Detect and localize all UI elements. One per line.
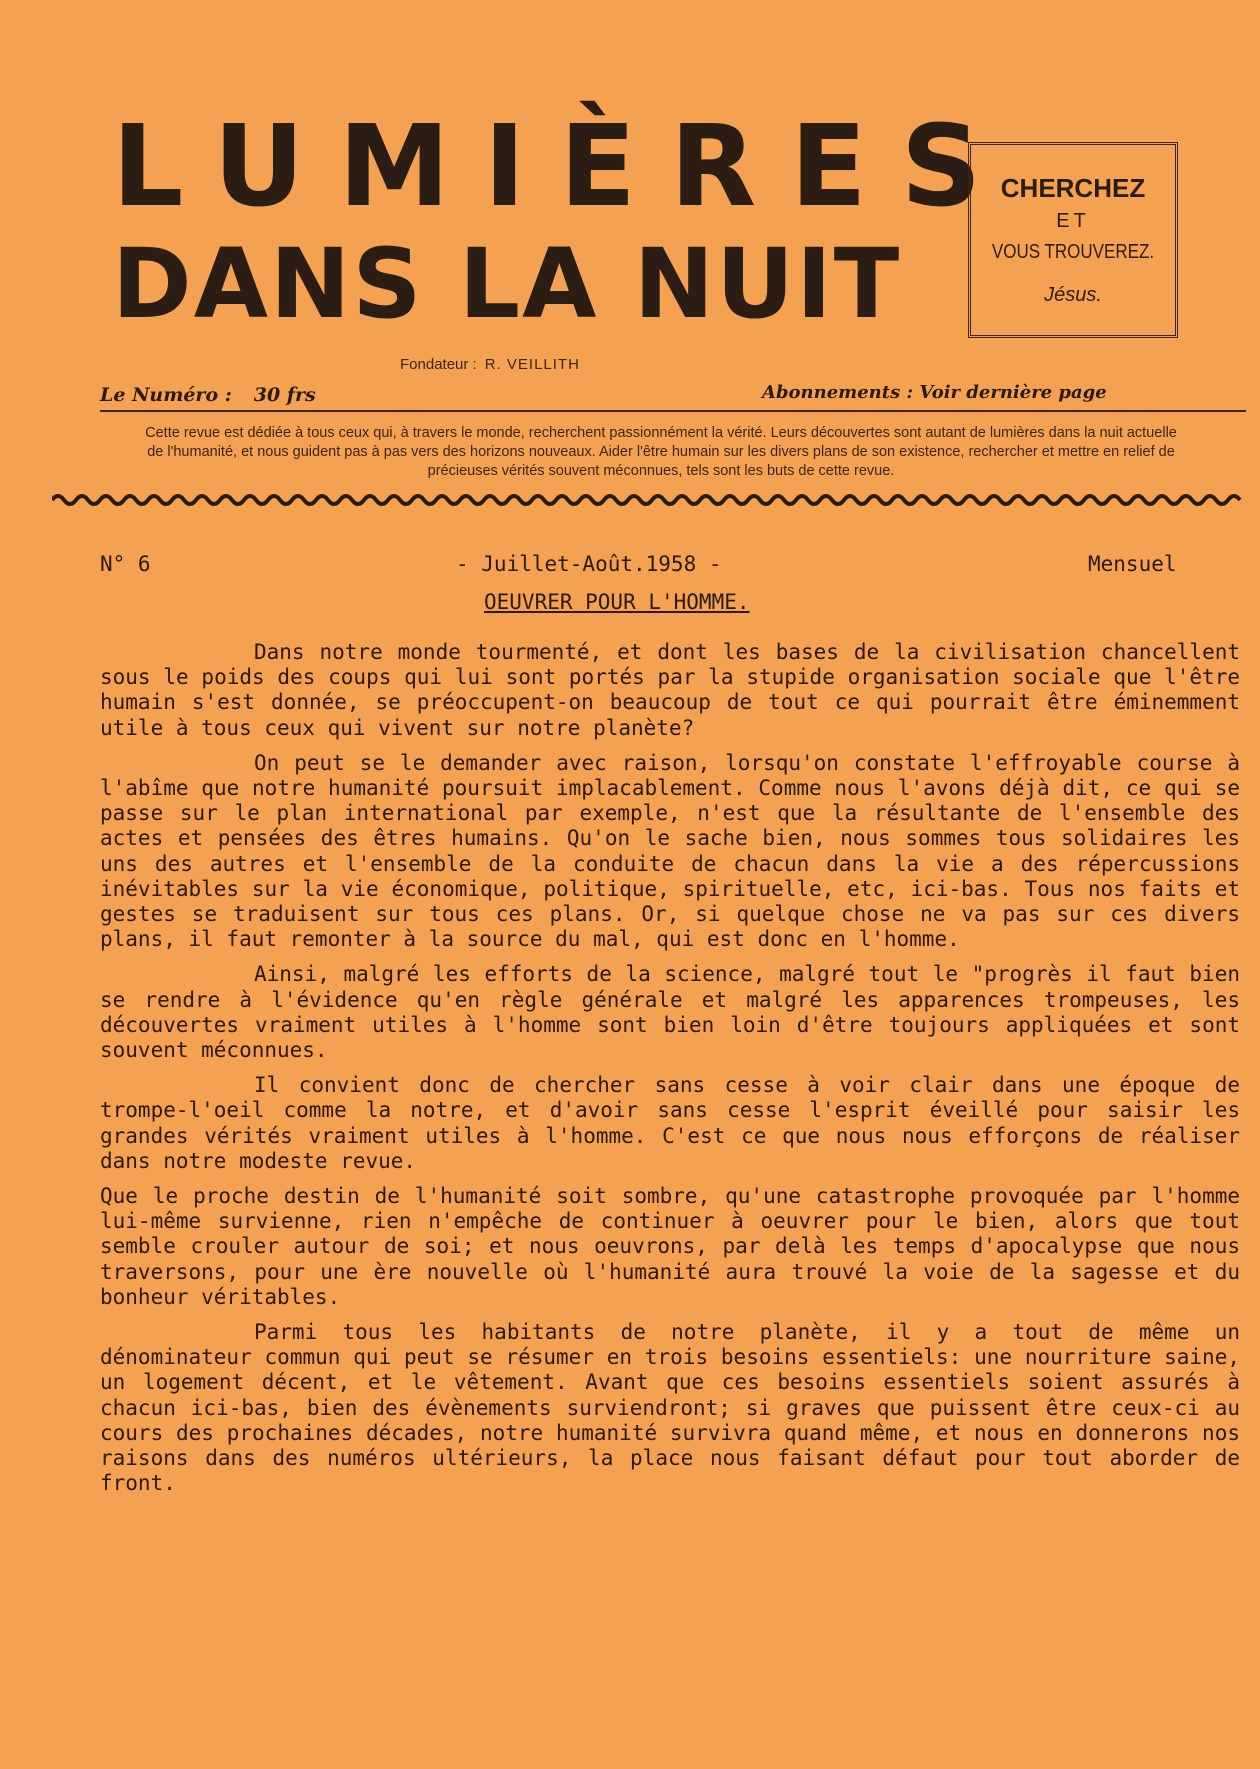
issue-price-value: 30 frs: [253, 384, 316, 406]
founder-line: [400, 356, 580, 373]
paragraph: Parmi tous les habitants de notre planète, il y a tout de même un dénominateur commun qui peut se résumer en trois besoins essentiels: une nourriture saine, un logement décent, et le vêtement. Avant que ces besoins essentiels soient assurés à chacun ici-bas, bien des évènements surviendront; si graves que puissent être ceux-ci au cours des prochaines décades, notre humanité survivra quand même, et nous en donnerons nos raisons dans des numéros ultérieurs, la place nous faisant défaut pour tout aborder de front.: [100, 1320, 1240, 1496]
issue-price: [100, 384, 316, 406]
motto-attribution: Jésus.: [1044, 284, 1102, 306]
issue-price-label: Le Numéro :: [100, 384, 232, 406]
issue-number: N° 6: [100, 552, 151, 576]
paragraph: Dans notre monde tourmenté, et dont les bases de la civilisation chancellent sous le poids des coups qui lui sont portés par la stupide organisation sociale que l'être humain s'est donnée, se préoccupent-on beaucoup de tout ce qui pourrait être éminemment utile à tous ceux qui vivent sur notre planète?: [100, 640, 1240, 740]
masthead-title-line2: DANS LA NUIT: [112, 228, 902, 340]
paragraph: Ainsi, malgré les efforts de la science, malgré tout le "progrès il faut bien se rendre à l'évidence qu'en règle générale et malgré les apparences trompeuses, les découvertes vraiment utiles à l'homme sont bien loin d'être toujours appliquées et sont souvent méconnues.: [100, 962, 1240, 1063]
masthead-title-line1: LUMIÈRES: [112, 102, 1016, 232]
motto-line3: VOUS TROUVEREZ.: [991, 241, 1155, 263]
ornamental-divider: [52, 492, 1246, 508]
motto-line1: CHERCHEZ: [1000, 173, 1146, 203]
article-body: [100, 640, 1240, 1507]
paragraph: Que le proche destin de l'humanité soit sombre, qu'une catastrophe provoquée par l'homme lui-même survienne, rien n'empêche de continuer à oeuvrer pour le bien, alors que tout semble crouler autour de soi; et nous oeuvrons, par delà les temps d'apocalypse que nous traversons, pour une ère nouvelle où l'humanité aura trouvé la voie de la sagesse et du bonheur véritables.: [100, 1184, 1240, 1309]
subscriptions-note: Abonnements : Voir dernière page: [762, 382, 1107, 403]
motto-line2: ET: [1056, 210, 1090, 232]
founder-label: Fondateur :: [400, 356, 477, 373]
founder-name: R. VEILLITH: [484, 356, 580, 373]
header-divider: [100, 410, 1246, 412]
masthead: [112, 102, 1016, 340]
issue-date: - Juillet-Août.1958 -: [456, 552, 722, 576]
paragraph: On peut se le demander avec raison, lorsqu'on constate l'effroyable course à l'abîme que notre humanité poursuit implacablement. Comme nous l'avons déjà dit, ce qui se passe sur le plan international par exemple, n'est que la résultante de l'ensemble des actes et pensées des êtres humains. Qu'on le sache bien, nous sommes tous solidaires les uns des autres et l'ensemble de la conduite de chacun dans la vie a des répercussions inévitables sur la vie économique, politique, spirituelle, etc, ici-bas. Tous nos faits et gestes se traduisent sur tous ces plans. Or, si quelque chose ne va pas sur ces divers plans, il faut remonter à la source du mal, qui est donc en l'homme.: [100, 750, 1240, 952]
paragraph: Il convient donc de chercher sans cesse à voir clair dans une époque de trompe-l'oeil comme la notre, et d'avoir sans cesse l'esprit éveillé pour saisir les grandes vérités vraiment utiles à l'homme. C'est ce que nous nous efforçons de réaliser dans notre modeste revue.: [100, 1073, 1240, 1173]
issue-frequency: Mensuel: [1088, 552, 1177, 576]
dedication-text: Cette revue est dédiée à tous ceux qui, à travers le monde, recherchent passionnément la vérité. Leurs découvertes sont autant de lumières dans la nuit actuelle de l'humanité, et nous guident pas à pas vers des horizons nouveaux. Aider l'être humain sur les divers plans de son existence, rechercher et mettre en relief de précieuses vérités souvent méconnues, tels sont les buts de cette revue.: [145, 425, 1177, 479]
motto-box: [968, 142, 1178, 338]
article-title: OEUVRER POUR L'HOMME.: [484, 590, 750, 614]
